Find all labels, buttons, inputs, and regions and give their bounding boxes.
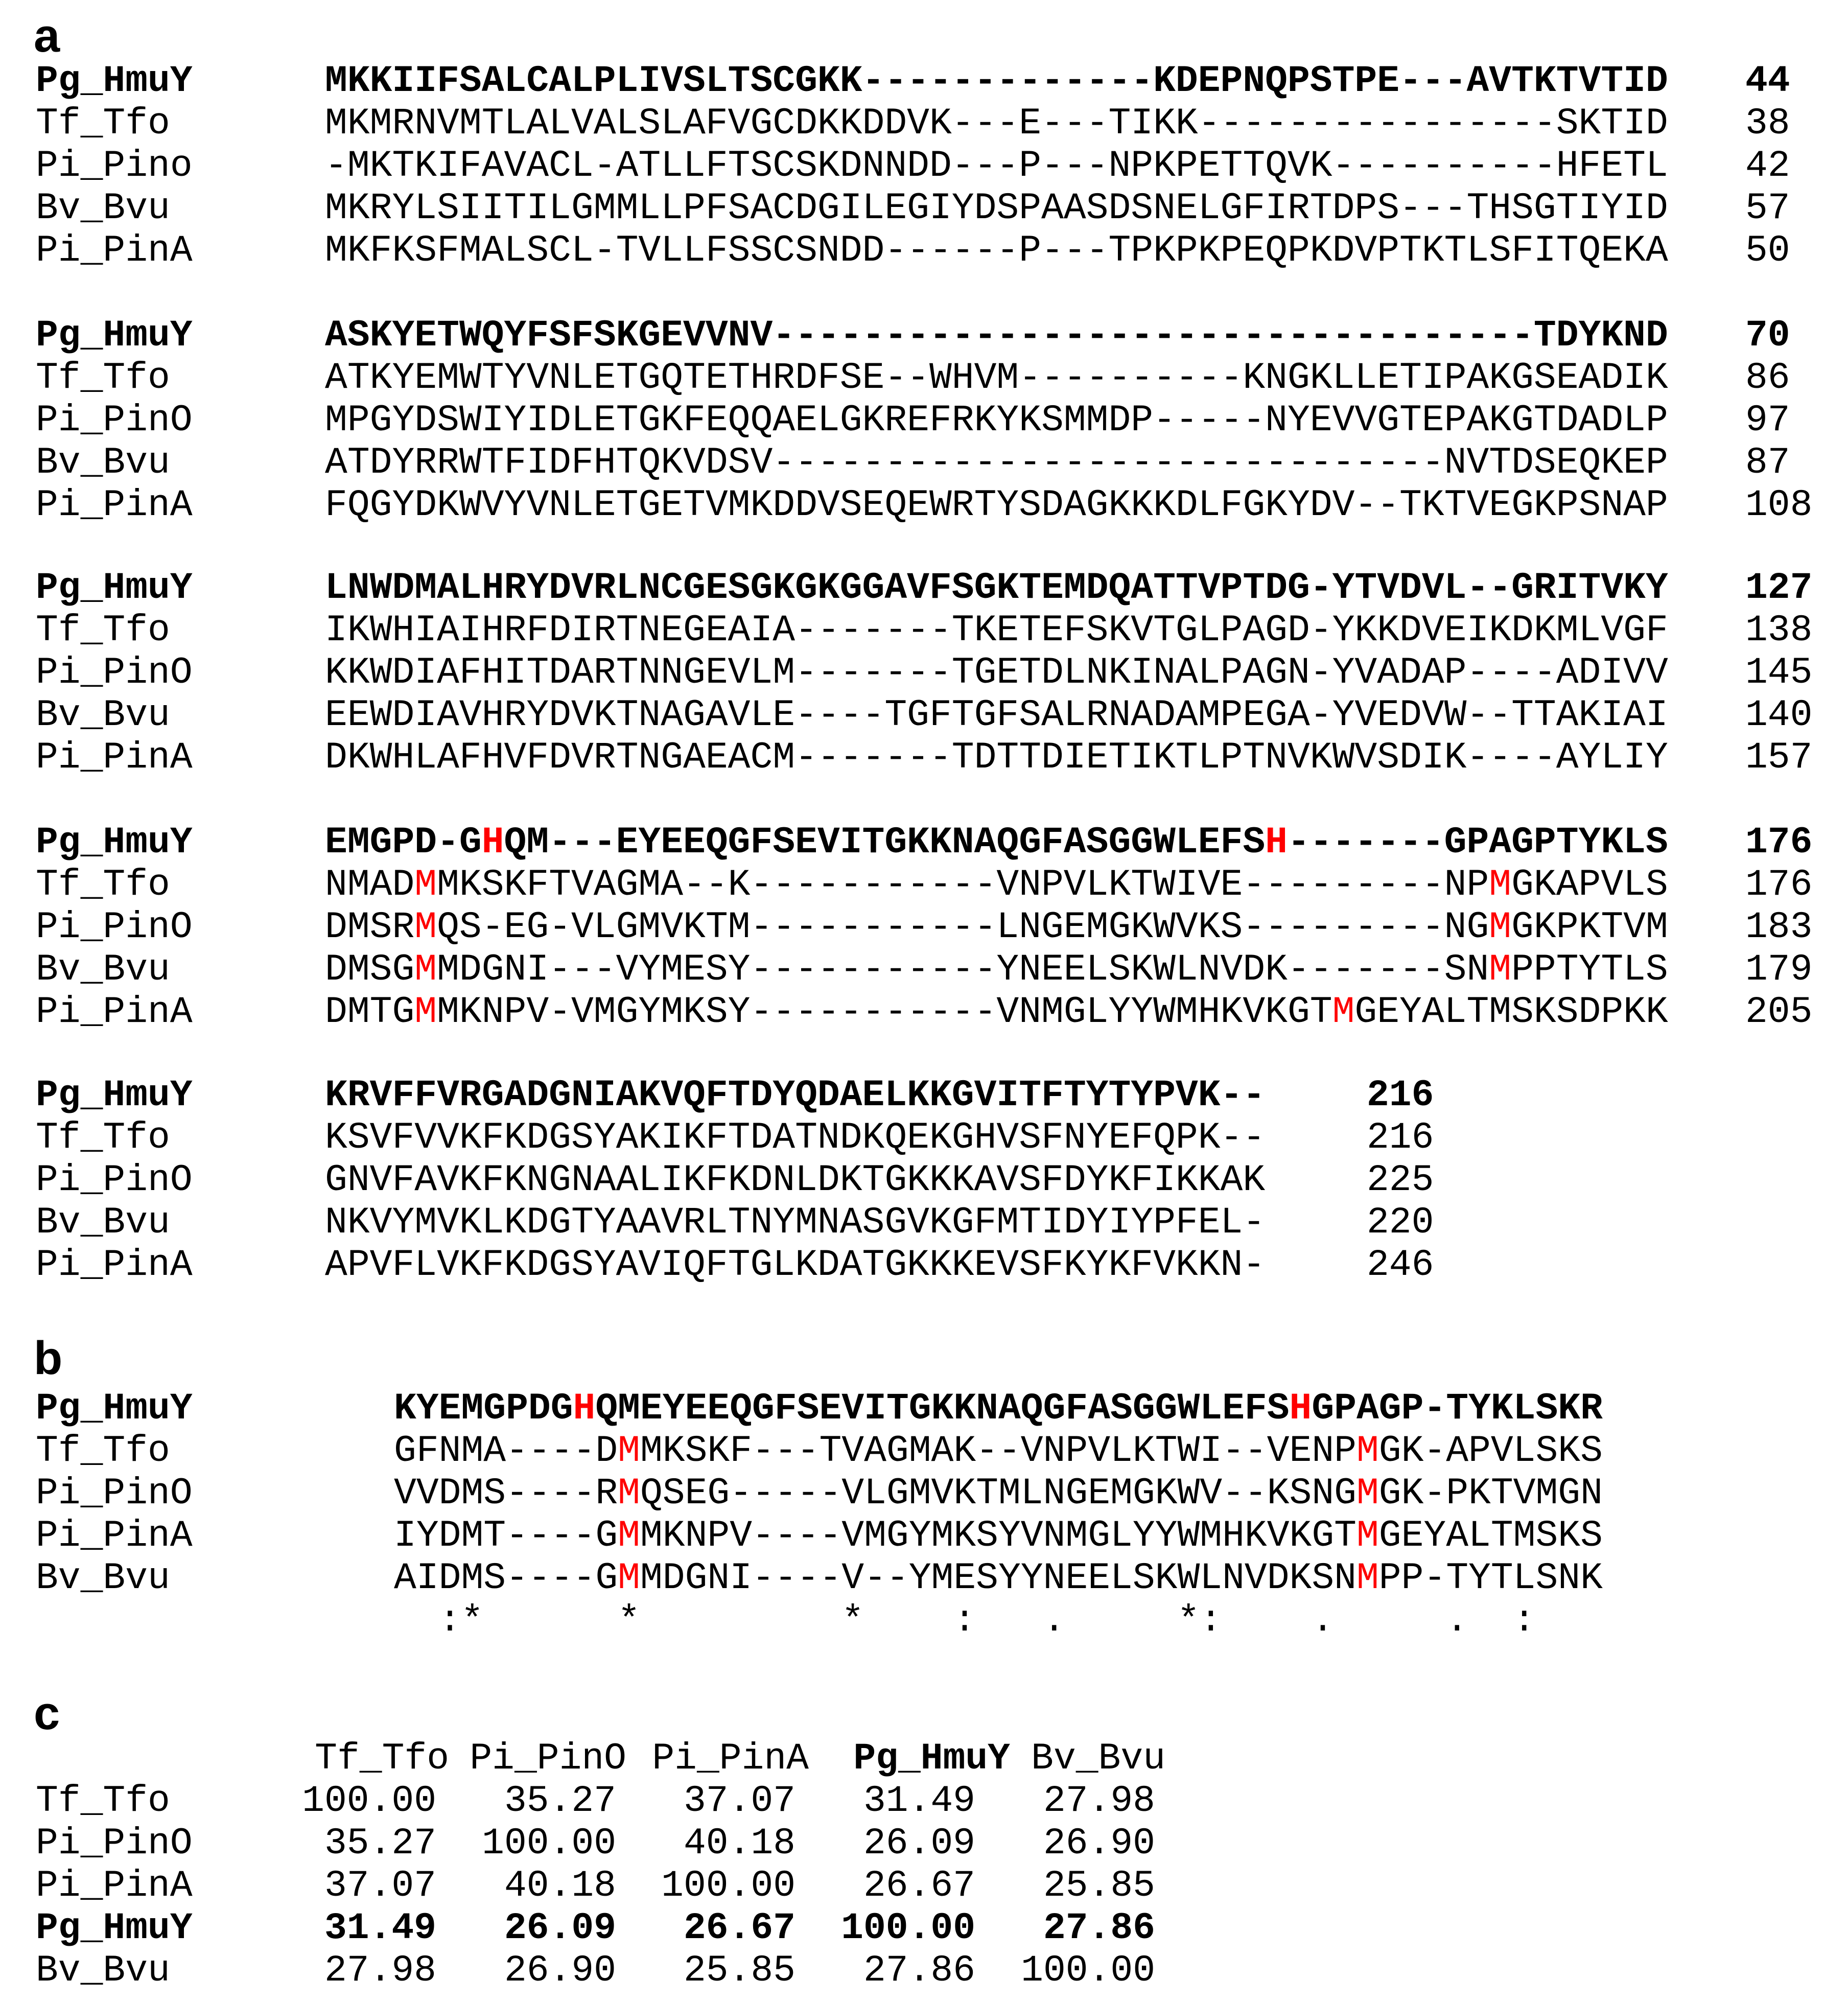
- sequence: GNVFAVKFKNGNAALIKFKDNLDKTGKKKAVSFDYKFIKKAK: [325, 1159, 1266, 1201]
- alignment-row: [0, 1472, 1848, 1515]
- alignment-row: [0, 1515, 1848, 1557]
- alignment-block: [0, 567, 1848, 779]
- sequence: MKMRNVMTLALVALSLAFVGCDKKDDVK---E---TIKK----------------SKTID: [325, 102, 1668, 145]
- residue-count: 179: [1745, 948, 1813, 991]
- identity-value: 25.85: [1043, 1865, 1155, 1907]
- residue-count: 205: [1745, 991, 1813, 1033]
- identity-value: 27.86: [863, 1949, 975, 1992]
- identity-value: 100.00: [661, 1865, 796, 1907]
- sequence: KYEMGPDGHQMEYEEQGFSEVITGKKNAQGFASGGWLEFSHGPAGP-TYKLSKR: [394, 1387, 1603, 1430]
- highlighted-residue: M: [1489, 906, 1512, 948]
- identity-value: 31.49: [324, 1907, 436, 1949]
- sequence: ATKYEMWTYVNLETGQTETHRDFSE--WHVM----------KNGKLLETIPAKGSEADIK: [325, 357, 1668, 399]
- alignment-row: [0, 694, 1848, 736]
- alignment-row: [0, 1387, 1848, 1430]
- alignment-row: [0, 1244, 1848, 1286]
- sequence: IYDMT----GMMKNPV----VMGYMKSYVNMGLYYWMHKVKGTMGEYALTMSKS: [394, 1515, 1603, 1557]
- alignment-row: [0, 441, 1848, 484]
- highlighted-residue: H: [481, 821, 504, 864]
- sequence-name: Tf_Tfo: [36, 864, 170, 906]
- alignment-row: [0, 864, 1848, 906]
- sequence: NKVYMVKLKDGTYAAVRLTNYMNASGVKGFMTIDYIYPFEL-: [325, 1201, 1266, 1244]
- alignment-row: [0, 1430, 1848, 1472]
- alignment-row: [0, 484, 1848, 526]
- sequence: AIDMS----GMMDGNI----V--YMESYYNEELSKWLNVDKSNMPP-TYTLSNK: [394, 1557, 1603, 1599]
- residue-count: 38: [1745, 102, 1790, 145]
- identity-value: 100.00: [302, 1780, 436, 1822]
- alignment-row: [0, 651, 1848, 694]
- highlighted-residue: M: [1356, 1472, 1379, 1515]
- sequence-name: Tf_Tfo: [36, 1116, 170, 1159]
- identity-value: 27.98: [324, 1949, 436, 1992]
- alignment-block: [0, 314, 1848, 526]
- table-header-row: [0, 1737, 1848, 1780]
- residue-count: 97: [1745, 399, 1790, 441]
- residue-count: 57: [1745, 187, 1790, 229]
- residue-count: 225: [1367, 1159, 1434, 1201]
- column-header: Bv_Bvu: [1031, 1737, 1165, 1780]
- highlighted-residue: H: [573, 1387, 596, 1430]
- highlighted-residue: M: [1356, 1430, 1379, 1472]
- sequence-name: Pg_HmuY: [36, 314, 193, 357]
- sequence: KKWDIAFHITDARTNNGEVLM-------TGETDLNKINALPAGN-YVADAP----ADIVV: [325, 651, 1668, 694]
- alignment-row: [0, 357, 1848, 399]
- panel-label-c: c: [34, 1687, 60, 1739]
- residue-count: 70: [1745, 314, 1790, 357]
- sequence: DMSGMMDGNI---VYMESY-----------YNEELSKWLNVDK-------SNMPPTYTLS: [325, 948, 1668, 991]
- residue-count: 108: [1745, 484, 1813, 526]
- alignment-row: [0, 1201, 1848, 1244]
- sequence-name: Pi_PinO: [36, 1472, 193, 1515]
- sequence-name: Tf_Tfo: [36, 609, 170, 651]
- identity-value: 40.18: [504, 1865, 616, 1907]
- sequence-name: Pi_PinA: [36, 736, 193, 779]
- residue-count: 145: [1745, 651, 1813, 694]
- sequence: -MKTKIFAVACL-ATLLFTSCSKDNNDD---P---NPKPETTQVK----------HFETL: [325, 145, 1668, 187]
- sequence-name: Tf_Tfo: [36, 357, 170, 399]
- highlighted-residue: M: [1489, 948, 1512, 991]
- table-row: [0, 1780, 1848, 1822]
- residue-count: 138: [1745, 609, 1813, 651]
- identity-value: 26.90: [1043, 1822, 1155, 1865]
- sequence: DMTGMMKNPV-VMGYMKSY-----------VNMGLYYWMHKVKGTMGEYALTMSKSDPKK: [325, 991, 1668, 1033]
- sequence: DKWHLAFHVFDVRTNGAEACM-------TDTTDIETIKTLPTNVKWVSDIK----AYLIY: [325, 736, 1668, 779]
- residue-count: 220: [1367, 1201, 1434, 1244]
- column-header: Pi_PinO: [470, 1737, 626, 1780]
- sequence: MKRYLSIITILGMMLLPFSACDGILEGIYDSPAASDSNELGFIRTDPS---THSGTIYID: [325, 187, 1668, 229]
- alignment-row: [0, 991, 1848, 1033]
- sequence: APVFLVKFKDGSYAVIQFTGLKDATGKKKEVSFKYKFVKKN-: [325, 1244, 1266, 1286]
- highlighted-residue: M: [618, 1430, 640, 1472]
- sequence-name: Tf_Tfo: [36, 102, 170, 145]
- sequence-name: Tf_Tfo: [36, 1430, 170, 1472]
- residue-count: 87: [1745, 441, 1790, 484]
- identity-value: 31.49: [863, 1780, 975, 1822]
- sequence-name: Pg_HmuY: [36, 1387, 193, 1430]
- alignment-row: [0, 1159, 1848, 1201]
- column-header: Tf_Tfo: [315, 1737, 449, 1780]
- row-header: Pg_HmuY: [36, 1907, 193, 1949]
- highlighted-residue: M: [414, 948, 437, 991]
- panel-label-a: a: [34, 10, 60, 62]
- identity-table: [0, 1737, 1848, 1992]
- sequence: GFNMA----DMMKSKF---TVAGMAK--VNPVLKTWI--VENPMGK-APVLSKS: [394, 1430, 1603, 1472]
- identity-value: 25.85: [683, 1949, 796, 1992]
- sequence: ATDYRRWTFIDFHTQKVDSV------------------------------NVTDSEQKEP: [325, 441, 1668, 484]
- highlighted-residue: M: [414, 991, 437, 1033]
- sequence-name: Pi_PinO: [36, 399, 193, 441]
- residue-count: 127: [1745, 567, 1813, 609]
- identity-value: 26.09: [504, 1907, 616, 1949]
- alignment-row: [0, 736, 1848, 779]
- sequence: KRVFFVRGADGNIAKVQFTDYQDAELKKGVITFTYTYPVK--: [325, 1074, 1266, 1116]
- residue-count: 42: [1745, 145, 1790, 187]
- highlighted-residue: M: [1332, 991, 1355, 1033]
- sequence-name: Pi_PinO: [36, 651, 193, 694]
- identity-value: 100.00: [841, 1907, 975, 1949]
- sequence: LNWDMALHRYDVRLNCGESGKGKGGAVFSGKTEMDQATTVPTDG-YTVDVL--GRITVKY: [325, 567, 1668, 609]
- alignment-row: [0, 567, 1848, 609]
- alignment-row: [0, 399, 1848, 441]
- residue-count: 140: [1745, 694, 1813, 736]
- sequence: DMSRMQS-EG-VLGMVKTM-----------LNGEMGKWVKS---------NGMGKPKTVM: [325, 906, 1668, 948]
- row-header: Pi_PinO: [36, 1822, 193, 1865]
- sequence-name: Pg_HmuY: [36, 567, 193, 609]
- row-header: Pi_PinA: [36, 1865, 193, 1907]
- alignment-block: [0, 821, 1848, 1033]
- sequence-name: Bv_Bvu: [36, 1201, 170, 1244]
- sequence: VVDMS----RMQSEG-----VLGMVKTMLNGEMGKWV--KSNGMGK-PKTVMGN: [394, 1472, 1603, 1515]
- highlighted-residue: H: [1289, 1387, 1312, 1430]
- alignment-row: [0, 229, 1848, 272]
- sequence: IKWHIAIHRFDIRTNEGEAIA-------TKETEFSKVTGLPAGD-YKKDVEIKDKMLVGF: [325, 609, 1668, 651]
- identity-value: 40.18: [683, 1822, 796, 1865]
- sequence-name: Bv_Bvu: [36, 187, 170, 229]
- residue-count: 216: [1367, 1116, 1434, 1159]
- identity-value: 26.90: [504, 1949, 616, 1992]
- alignment-panel-b: [0, 1387, 1848, 1642]
- alignment-row: [0, 1074, 1848, 1116]
- alignment-row: [0, 102, 1848, 145]
- sequence-name: Pi_PinA: [36, 1515, 193, 1557]
- sequence: KSVFVVKFKDGSYAKIKFTDATNDKQEKGHVSFNYEFQPK--: [325, 1116, 1266, 1159]
- sequence-name: Pi_PinA: [36, 484, 193, 526]
- highlighted-residue: M: [1356, 1515, 1379, 1557]
- row-header: Bv_Bvu: [36, 1949, 170, 1992]
- alignment-row: [0, 821, 1848, 864]
- sequence-name: Pi_PinO: [36, 906, 193, 948]
- sequence: EEWDIAVHRYDVKTNAGAVLE----TGFTGFSALRNADAMPEGA-YVEDVW--TTAKIAI: [325, 694, 1668, 736]
- sequence: MKKIIFSALCALPLIVSLTSCGKK-------------KDEPNQPSTPE---AVTKTVTID: [325, 60, 1668, 102]
- highlighted-residue: M: [414, 864, 437, 906]
- alignment-row: [0, 1557, 1848, 1599]
- table-row: [0, 1949, 1848, 1992]
- sequence-name: Pi_Pino: [36, 145, 193, 187]
- alignment-block: [0, 60, 1848, 272]
- column-header: Pg_HmuY: [853, 1737, 1010, 1780]
- sequence-name: Pg_HmuY: [36, 1074, 193, 1116]
- residue-count: 183: [1745, 906, 1813, 948]
- alignment-row: [0, 314, 1848, 357]
- sequence-name: Pi_PinA: [36, 1244, 193, 1286]
- sequence-name: Bv_Bvu: [36, 694, 170, 736]
- sequence-name: Pi_PinA: [36, 991, 193, 1033]
- highlighted-residue: M: [618, 1472, 640, 1515]
- table-row: [0, 1907, 1848, 1949]
- residue-count: 157: [1745, 736, 1813, 779]
- table-row: [0, 1865, 1848, 1907]
- alignment-block: [0, 1074, 1848, 1286]
- panel-label-b: b: [34, 1332, 63, 1384]
- sequence-name: Pi_PinO: [36, 1159, 193, 1201]
- identity-value: 27.98: [1043, 1780, 1155, 1822]
- consensus-row: [0, 1599, 1848, 1642]
- residue-count: 246: [1367, 1244, 1434, 1286]
- identity-value: 37.07: [324, 1865, 436, 1907]
- highlighted-residue: M: [414, 906, 437, 948]
- identity-value: 100.00: [1021, 1949, 1155, 1992]
- highlighted-residue: M: [618, 1557, 640, 1599]
- residue-count: 176: [1745, 864, 1813, 906]
- row-header: Tf_Tfo: [36, 1780, 170, 1822]
- residue-count: 216: [1367, 1074, 1434, 1116]
- identity-value: 35.27: [504, 1780, 616, 1822]
- alignment-row: [0, 948, 1848, 991]
- alignment-row: [0, 145, 1848, 187]
- sequence-name: Pg_HmuY: [36, 60, 193, 102]
- sequence-name: Bv_Bvu: [36, 948, 170, 991]
- identity-value: 37.07: [683, 1780, 796, 1822]
- sequence: ASKYETWQYFSFSKGEVVNV----------------------------------TDYKND: [325, 314, 1668, 357]
- alignment-row: [0, 1116, 1848, 1159]
- consensus-symbols: :* * * : . *: . . :: [394, 1599, 1536, 1642]
- alignment-row: [0, 60, 1848, 102]
- highlighted-residue: M: [1356, 1557, 1379, 1599]
- residue-count: 50: [1745, 229, 1790, 272]
- sequence: EMGPD-GHQM---EYEEQGFSEVITGKKNAQGFASGGWLEFSH-------GPAGPTYKLS: [325, 821, 1668, 864]
- identity-value: 26.67: [683, 1907, 796, 1949]
- highlighted-residue: M: [618, 1515, 640, 1557]
- highlighted-residue: H: [1265, 821, 1288, 864]
- residue-count: 44: [1745, 60, 1790, 102]
- alignment-row: [0, 906, 1848, 948]
- sequence-name: Bv_Bvu: [36, 441, 170, 484]
- identity-value: 35.27: [324, 1822, 436, 1865]
- sequence-name: Pi_PinA: [36, 229, 193, 272]
- identity-value: 100.00: [482, 1822, 616, 1865]
- sequence-name: Bv_Bvu: [36, 1557, 170, 1599]
- column-header: Pi_PinA: [652, 1737, 809, 1780]
- residue-count: 86: [1745, 357, 1790, 399]
- sequence: NMADMMKSKFTVAGMA--K-----------VNPVLKTWIVE---------NPMGKAPVLS: [325, 864, 1668, 906]
- identity-value: 26.09: [863, 1822, 975, 1865]
- identity-value: 26.67: [863, 1865, 975, 1907]
- alignment-row: [0, 609, 1848, 651]
- alignment-row: [0, 187, 1848, 229]
- sequence: FQGYDKWVYVNLETGETVMKDDVSEQEWRTYSDAGKKKDLFGKYDV--TKTVEGKPSNAP: [325, 484, 1668, 526]
- identity-value: 27.86: [1043, 1907, 1155, 1949]
- residue-count: 176: [1745, 821, 1813, 864]
- sequence: MPGYDSWIYIDLETGKFEQQAELGKREFRKYKSMMDP-----NYEVVGTEPAKGTDADLP: [325, 399, 1668, 441]
- table-row: [0, 1822, 1848, 1865]
- highlighted-residue: M: [1489, 864, 1512, 906]
- sequence-name: Pg_HmuY: [36, 821, 193, 864]
- sequence: MKFKSFMALSCL-TVLLFSSCSNDD------P---TPKPKPEQPKDVPTKTLSFITQEKA: [325, 229, 1668, 272]
